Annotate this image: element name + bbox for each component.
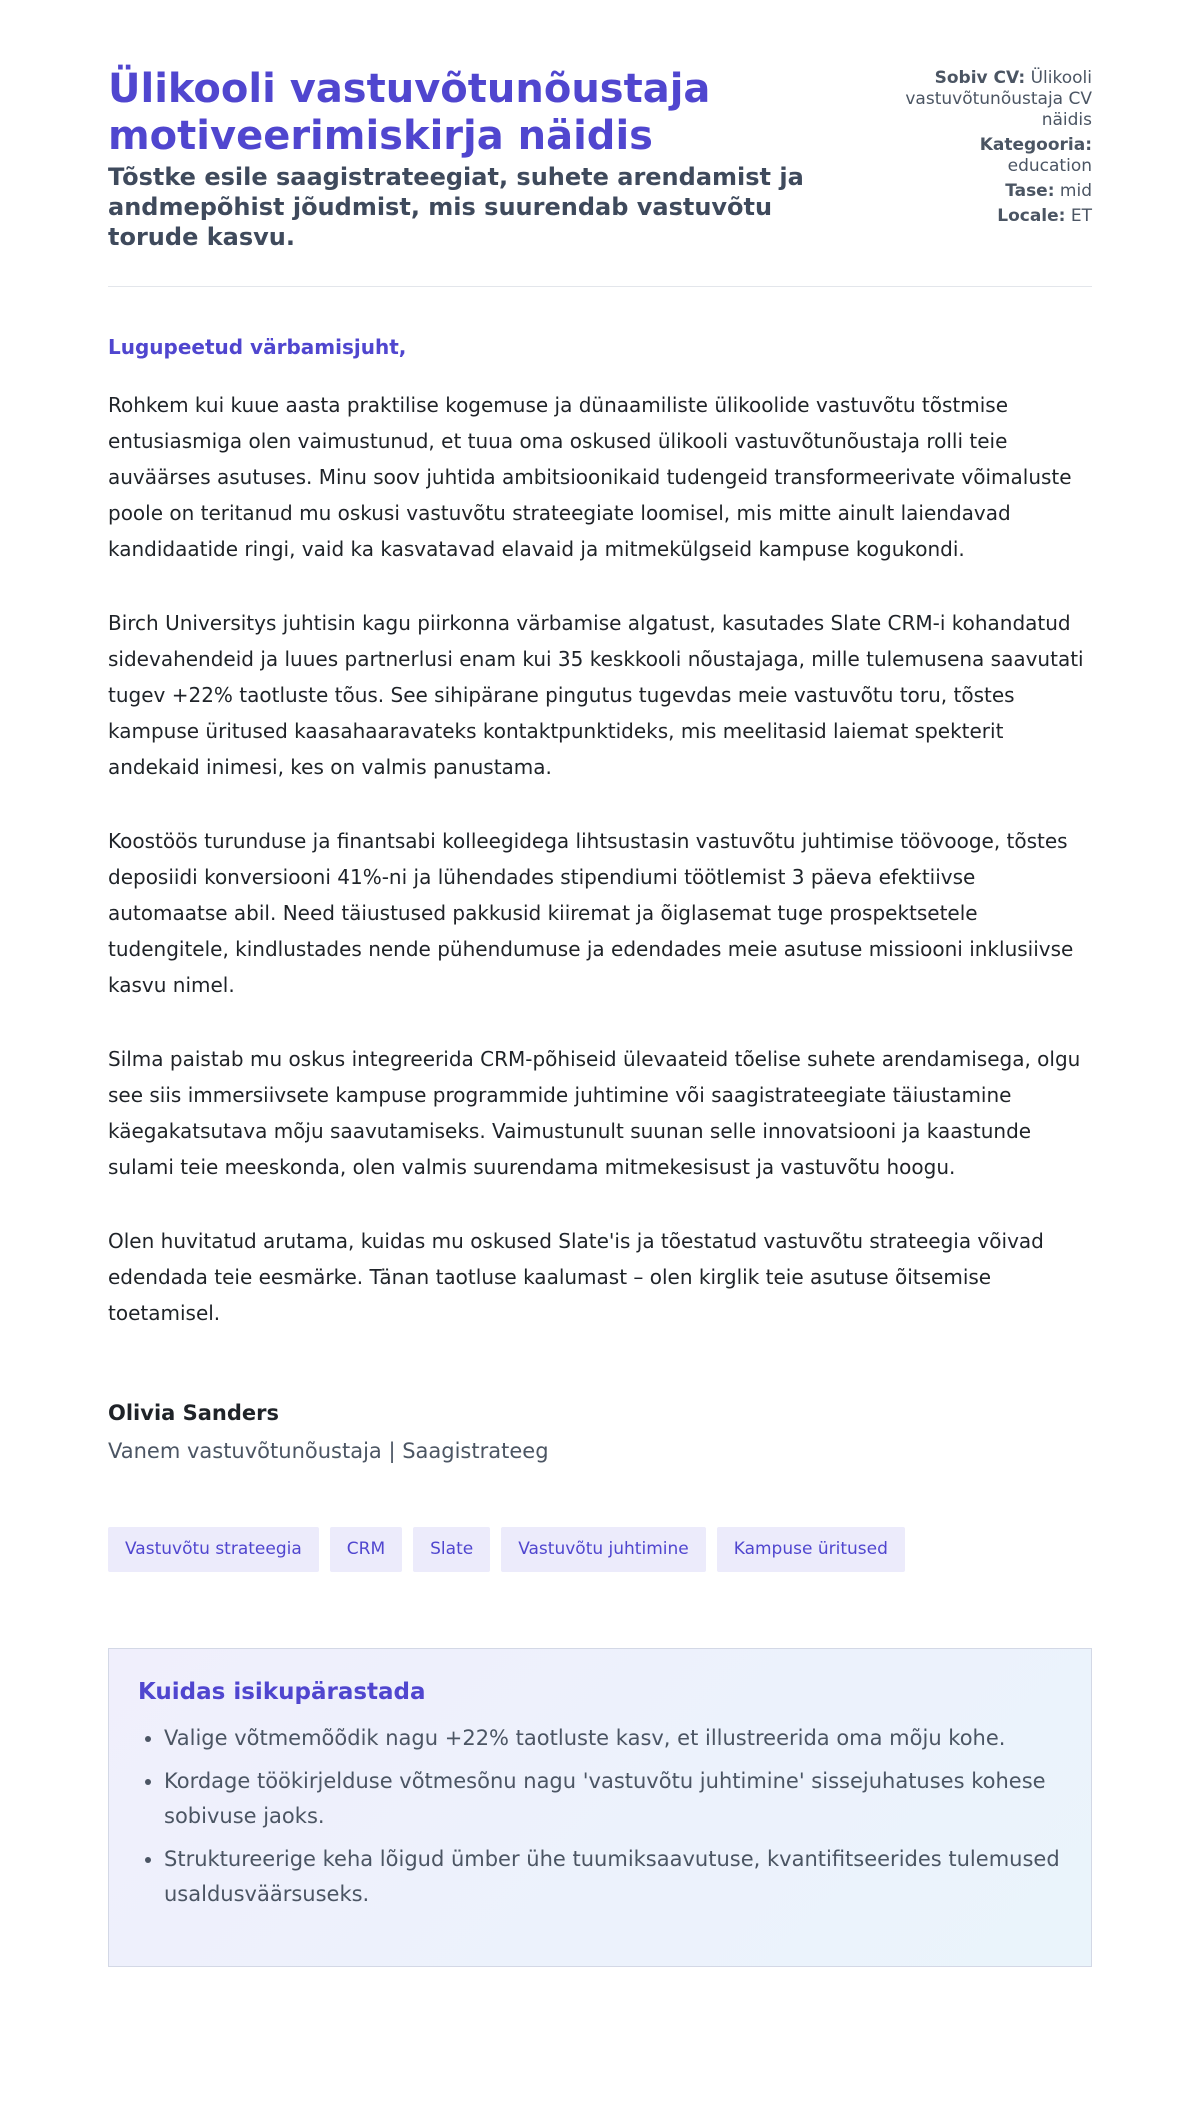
signature-title: Vanem vastuvõtunõustaja | Saagistrateeg <box>108 1439 549 1463</box>
meta-locale-value: ET <box>1070 206 1092 226</box>
meta-locale-label: Locale: <box>997 206 1066 226</box>
letter-paragraph: Koostöös turunduse ja finantsabi kolleegidega lihtsustasin vastuvõtu juhtimise töövooge, tõstes deposiidi konversiooni 41%-ni ja lühendades stipendiumi töötlemist 3 päeva efektiivse automaatse abil. Need täiustused pakkusid kiiremat ja õiglasemat tuge prospektsetele tudengitele, kindlustades nende pühendumuse ja edendades meie asutuse missiooni inklusiivse kasvu nimel. <box>108 829 1074 997</box>
meta-cv <box>872 68 1092 131</box>
signature <box>108 1401 1092 1463</box>
letter-paragraph: Olen huvitatud arutama, kuidas mu oskused Slate'is ja tõestatud vastuvõtu strateegia võivad edendada teie eesmärke. Tänan taotluse kaalumast – olen kirglik teie asutuse õitsemise toetamisel. <box>108 1229 1044 1325</box>
signature-name: Olivia Sanders <box>108 1401 279 1425</box>
tag-chip[interactable]: Vastuvõtu juhtimine <box>501 1527 706 1572</box>
page-header <box>108 0 1092 287</box>
meta-level-value: mid <box>1059 181 1092 201</box>
page-title: Ülikooli vastuvõtunõustaja motiveerimiskirja näidis <box>108 66 711 159</box>
meta-category-label: Kategooria: <box>979 135 1092 155</box>
tips-list <box>138 1721 1062 1912</box>
meta-category-value: education <box>1007 156 1092 176</box>
meta-cv-value: Ülikooli vastuvõtunõustaja CV näidis <box>905 68 1092 130</box>
meta-panel <box>872 66 1092 231</box>
title-block <box>108 66 868 252</box>
tag-chip[interactable]: Kampuse üritused <box>717 1527 905 1572</box>
salutation: Lugupeetud värbamisjuht, <box>108 335 407 359</box>
tip-item: • Struktureerige keha lõigud ümber ühe tuumiksaavutuse, kvantifitseerides tulemused usaldusväärsuseks. <box>164 1842 1062 1912</box>
letter-paragraph: Silma paistab mu oskus integreerida CRM-põhiseid ülevaateid tõelise suhete arendamisega, olgu see siis immersiivsete kampuse programmide juhtimine või saagistrateegiate täiustamine käegakatsutava mõju saavutamiseks. Vaimustunult suunan selle innovatsiooni ja kaastunde sulami teie meeskonda, olen valmis suurendama mitmekesisust ja vastuvõtu hoogu. <box>108 1047 1081 1179</box>
letter-paragraph: Birch Universitys juhtisin kagu piirkonna värbamise algatust, kasutades Slate CRM-i kohandatud sidevahendeid ja luues partnerlusi enam kui 35 keskkooli nõustajaga, mille tulemusena saavutati tugev +22% taotluste tõus. See sihipärane pingutus tugevdas meie vastuvõtu toru, tõstes kampuse üritused kaasahaaravateks kontaktpunktideks, mis meelitasid laiemat spekterit andekaid inimesi, kes on valmis panustama. <box>108 611 1084 779</box>
tag-list <box>108 1527 1092 1572</box>
meta-level-label: Tase: <box>1005 181 1055 201</box>
letter-paragraph: Rohkem kui kuue aasta praktilise kogemuse ja dünaamiliste ülikoolide vastuvõtu tõstmise entusiasmiga olen vaimustunud, et tuua oma oskused ülikooli vastuvõtunõustaja rolli teie auväärses asutuses. Minu soov juhtida ambitsioonikaid tudengeid transformeerivate võimaluste poole on teritanud mu oskusi vastuvõtu strateegiate loomisel, mis mitte ainult laiendavad kandidaatide ringi, vaid ka kasvatavad elavaid ja mitmekülgseid kampuse kogukondi. <box>108 393 1072 561</box>
tag-chip[interactable]: CRM <box>330 1527 402 1572</box>
meta-locale <box>872 206 1092 227</box>
tag-chip[interactable]: Slate <box>413 1527 490 1572</box>
meta-level <box>872 181 1092 202</box>
tip-item: • Valige võtmemõõdik nagu +22% taotluste kasv, et illustreerida oma mõju kohe. <box>164 1721 1062 1756</box>
page-subtitle: Tõstke esile saagistrateegiat, suhete arendamist ja andmepõhist jõudmist, mis suurendab vastuvõtu torude kasvu. <box>108 163 804 251</box>
tag-chip[interactable]: Vastuvõtu strateegia <box>108 1527 319 1572</box>
tips-heading: Kuidas isikupärastada <box>138 1679 426 1705</box>
meta-cv-label: Sobiv CV: <box>934 68 1026 88</box>
tip-item: • Kordage töökirjelduse võtmesõnu nagu 'vastuvõtu juhtimine' sissejuhatuses kohese sobivuse jaoks. <box>164 1764 1062 1834</box>
letter-body <box>108 335 1092 1331</box>
personalize-tips-box <box>108 1648 1092 1967</box>
meta-category <box>872 135 1092 177</box>
